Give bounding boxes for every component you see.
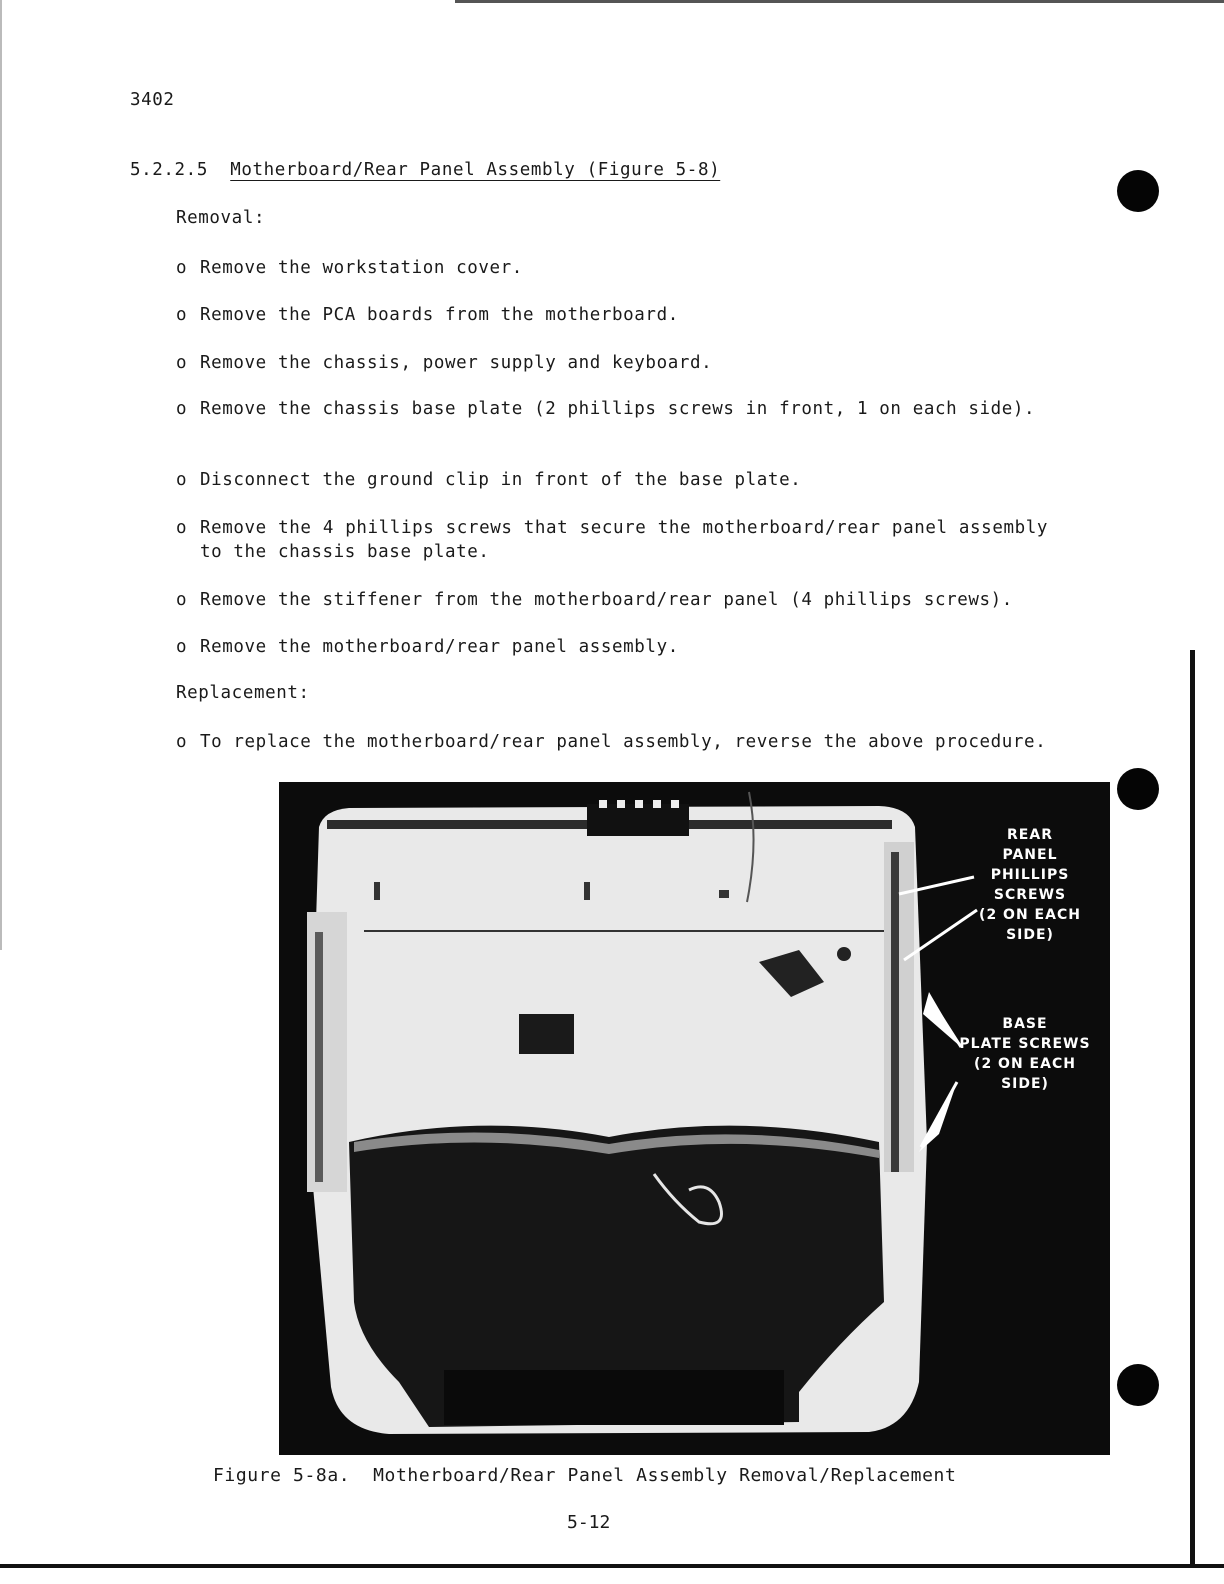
removal-step	[176, 588, 1048, 612]
callout-line: REAR	[1007, 827, 1053, 843]
binder-hole-top	[1117, 170, 1159, 212]
section-title: Motherboard/Rear Panel Assembly (Figure 5-8)	[230, 160, 721, 180]
callout-line: (2 ON EACH	[974, 1056, 1076, 1072]
step-text: Disconnect the ground clip in front of the base plate.	[200, 470, 802, 490]
step-text: Remove the chassis, power supply and keyboard.	[200, 353, 713, 373]
bullet-marker: o	[176, 353, 188, 373]
callout-line: PHILLIPS	[990, 867, 1070, 883]
callout-line: SCREWS	[993, 887, 1067, 903]
bullet-marker: o	[176, 518, 188, 538]
scan-left-edge	[0, 0, 2, 950]
removal-step	[176, 635, 1048, 659]
bullet-marker: o	[176, 637, 188, 657]
callout-line: PLATE SCREWS	[959, 1036, 1091, 1052]
section-heading	[130, 160, 720, 180]
replacement-heading: Replacement:	[176, 683, 310, 703]
step-text: Remove the stiffener from the motherboard/rear panel (4 phillips screws).	[200, 590, 1013, 610]
section-number: 5.2.2.5	[130, 160, 208, 180]
callout-line: PANEL	[1002, 847, 1058, 863]
bullet-marker: o	[176, 590, 188, 610]
step-text: Remove the PCA boards from the motherboard.	[200, 305, 679, 325]
figure-photo	[279, 782, 1110, 1455]
removal-step	[176, 256, 1048, 280]
bullet-marker: o	[176, 258, 188, 278]
step-text: To replace the motherboard/rear panel assembly, reverse the above procedure.	[200, 732, 1047, 752]
bullet-marker: o	[176, 470, 188, 490]
removal-step	[176, 397, 1048, 421]
step-text: Remove the 4 phillips screws that secure the motherboard/rear panel assembly to the chassis base plate.	[200, 518, 1048, 562]
callout-line: SIDE)	[1006, 927, 1054, 943]
callout-base-plate-screws	[957, 1014, 1093, 1094]
scan-top-rule	[455, 0, 1224, 3]
removal-step	[176, 468, 1048, 492]
step-text: Remove the workstation cover.	[200, 258, 523, 278]
figure-caption: Figure 5-8a. Motherboard/Rear Panel Assembly Removal/Replacement	[213, 1465, 957, 1486]
binder-hole-middle	[1117, 768, 1159, 810]
callout-line: (2 ON EACH	[979, 907, 1081, 923]
bullet-marker: o	[176, 305, 188, 325]
binder-hole-bottom	[1117, 1364, 1159, 1406]
removal-step	[176, 351, 1048, 375]
bullet-marker: o	[176, 399, 188, 419]
removal-step	[176, 303, 1048, 327]
scan-bottom-rule	[0, 1564, 1224, 1568]
callout-rear-panel-screws	[975, 825, 1085, 945]
replacement-step	[176, 730, 1048, 754]
page-number: 5-12	[567, 1512, 611, 1533]
bullet-marker: o	[176, 732, 188, 752]
callout-line: SIDE)	[1001, 1076, 1049, 1092]
removal-step	[176, 516, 1048, 564]
callout-line: BASE	[1002, 1016, 1048, 1032]
step-text: Remove the chassis base plate (2 phillips screws in front, 1 on each side).	[200, 399, 1036, 419]
step-text: Remove the motherboard/rear panel assembly.	[200, 637, 679, 657]
document-id: 3402	[130, 90, 175, 110]
removal-heading: Removal:	[176, 208, 266, 228]
scan-right-edge	[1190, 650, 1195, 1565]
